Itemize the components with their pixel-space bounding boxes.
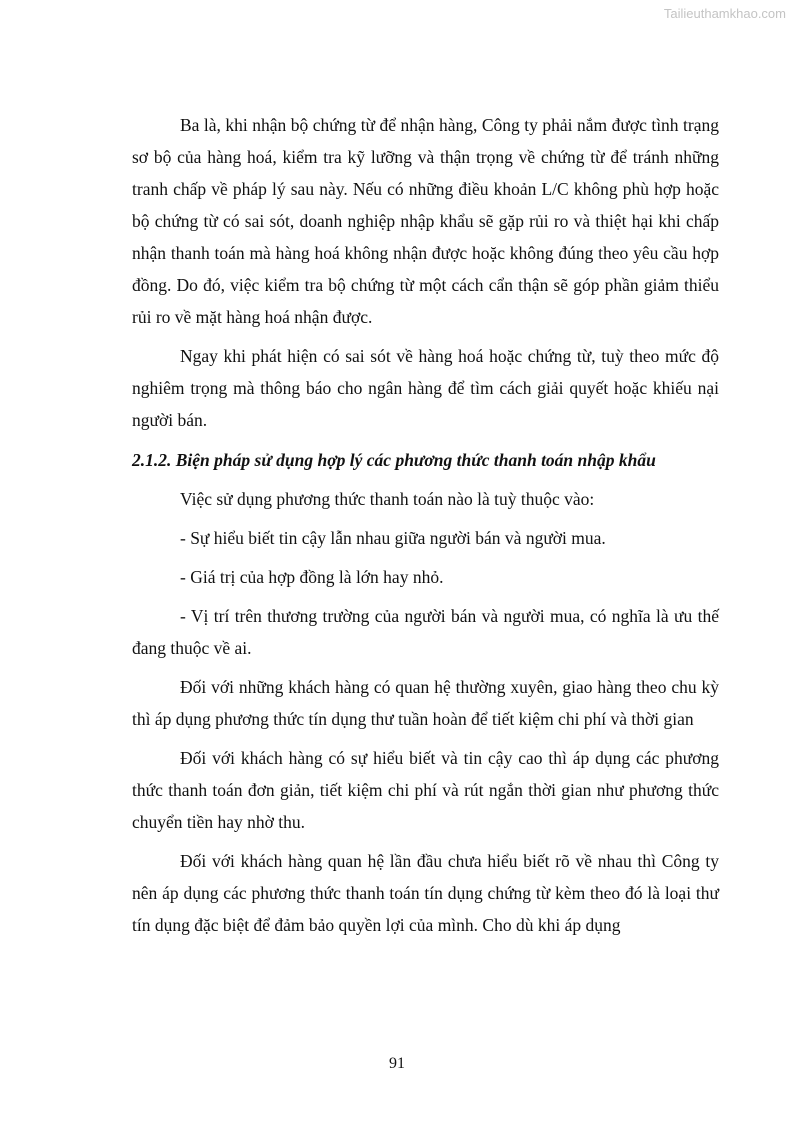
- paragraph-document-check: Ba là, khi nhận bộ chứng từ để nhận hàng, Công ty phải nắm được tình trạng sơ bộ của hàng hoá, kiểm tra kỹ lưỡng và thận trọng về chứng từ để tránh những tranh chấp về pháp lý sau này. Nếu có những điều khoản L/C không phù hợp hoặc bộ chứng từ có sai sót, doanh nghiệp nhập khẩu sẽ gặp rủi ro và thiệt hại khi chấp nhận thanh toán mà hàng hoá không nhận được hoặc không đúng theo yêu cầu hợp đồng. Do đó, việc kiểm tra bộ chứng từ một cách cẩn thận sẽ góp phần giảm thiểu rủi ro về mặt hàng hoá nhận được.: [132, 115, 719, 327]
- paragraph-regular-customers: Đối với những khách hàng có quan hệ thường xuyên, giao hàng theo chu kỳ thì áp dụng phương thức tín dụng thư tuần hoàn để tiết kiệm chi phí và thời gian: [132, 677, 719, 729]
- list-item: - Giá trị của hợp đồng là lớn hay nhỏ.: [180, 567, 444, 587]
- list-item: - Vị trí trên thương trường của người bán và người mua, có nghĩa là ưu thế đang thuộc về ai.: [132, 606, 719, 658]
- list-item: - Sự hiểu biết tin cậy lẫn nhau giữa người bán và người mua.: [180, 528, 606, 548]
- page-number: 91: [389, 1055, 405, 1072]
- paragraph-error-handling: Ngay khi phát hiện có sai sót về hàng hoá hoặc chứng từ, tuỳ theo mức độ nghiêm trọng mà thông báo cho ngân hàng để tìm cách giải quyết hoặc khiếu nại người bán.: [132, 346, 719, 430]
- paragraph-trusted-customers: Đối với khách hàng có sự hiểu biết và tin cậy cao thì áp dụng các phương thức thanh toán đơn giản, tiết kiệm chi phí và rút ngắn thời gian như phương thức chuyển tiền hay nhờ thu.: [132, 748, 719, 832]
- section-heading: 2.1.2. Biện pháp sử dụng hợp lý các phương thức thanh toán nhập khẩu: [132, 450, 656, 470]
- watermark: Tailieuthamkhao.com: [663, 6, 786, 21]
- paragraph-intro: Việc sử dụng phương thức thanh toán nào là tuỳ thuộc vào:: [180, 489, 595, 509]
- paragraph-new-customers: Đối với khách hàng quan hệ lần đầu chưa hiểu biết rõ về nhau thì Công ty nên áp dụng các phương thức thanh toán tín dụng chứng từ kèm theo đó là loại thư tín dụng đặc biệt để đảm bảo quyền lợi của mình. Cho dù khi áp dụng: [132, 851, 719, 935]
- document-body: [132, 109, 719, 948]
